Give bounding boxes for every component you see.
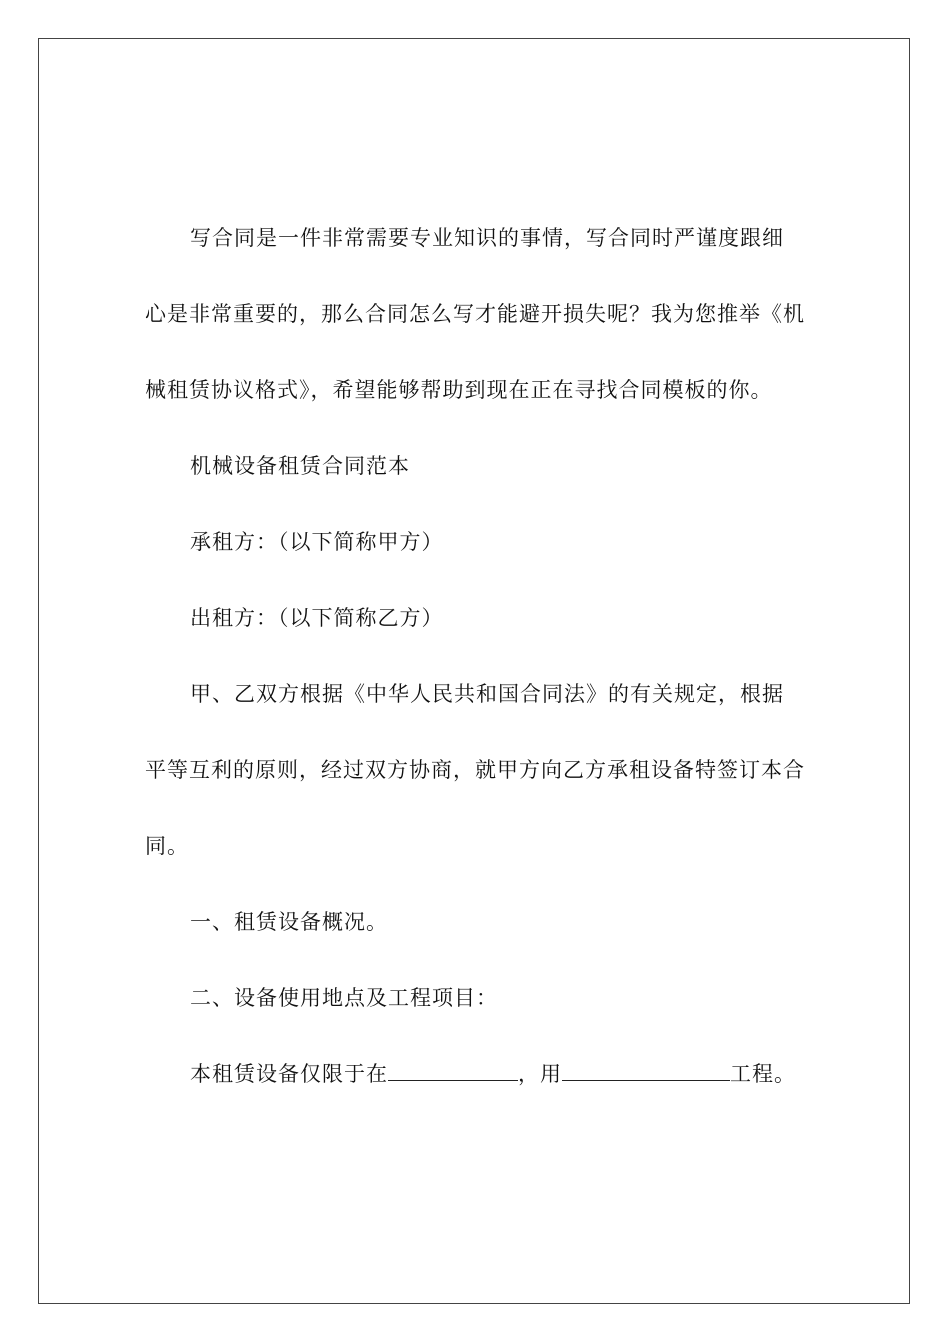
usage-clause-part3: 工程。: [730, 1062, 796, 1086]
lessee-line: 承租方：（以下简称甲方）: [190, 530, 444, 554]
usage-clause-part1: 本租赁设备仅限于在: [190, 1062, 388, 1086]
usage-clause-part2: ，用: [518, 1062, 562, 1086]
intro-paragraph: 写合同是一件非常需要专业知识的事情，写合同时严谨度跟细心是非常重要的，那么合同怎么写才能避开损失呢？我为您推举《机械租赁协议格式》，希望能够帮助到现在正在寻找合同模板的你。: [145, 226, 805, 402]
section-1-heading: 一、租赁设备概况。: [190, 910, 388, 934]
lessor-line: 出租方：（以下简称乙方）: [190, 606, 444, 630]
usage-clause: [145, 1036, 805, 1112]
project-blank-field: [562, 1060, 730, 1081]
section-2-heading: 二、设备使用地点及工程项目：: [190, 986, 498, 1010]
document-body: [145, 200, 805, 1112]
contract-title: 机械设备租赁合同范本: [190, 454, 410, 478]
preamble-paragraph: 甲、乙双方根据《中华人民共和国合同法》的有关规定，根据平等互利的原则，经过双方协商，就甲方向乙方承租设备特签订本合同。: [145, 682, 805, 858]
location-blank-field: [388, 1060, 518, 1081]
